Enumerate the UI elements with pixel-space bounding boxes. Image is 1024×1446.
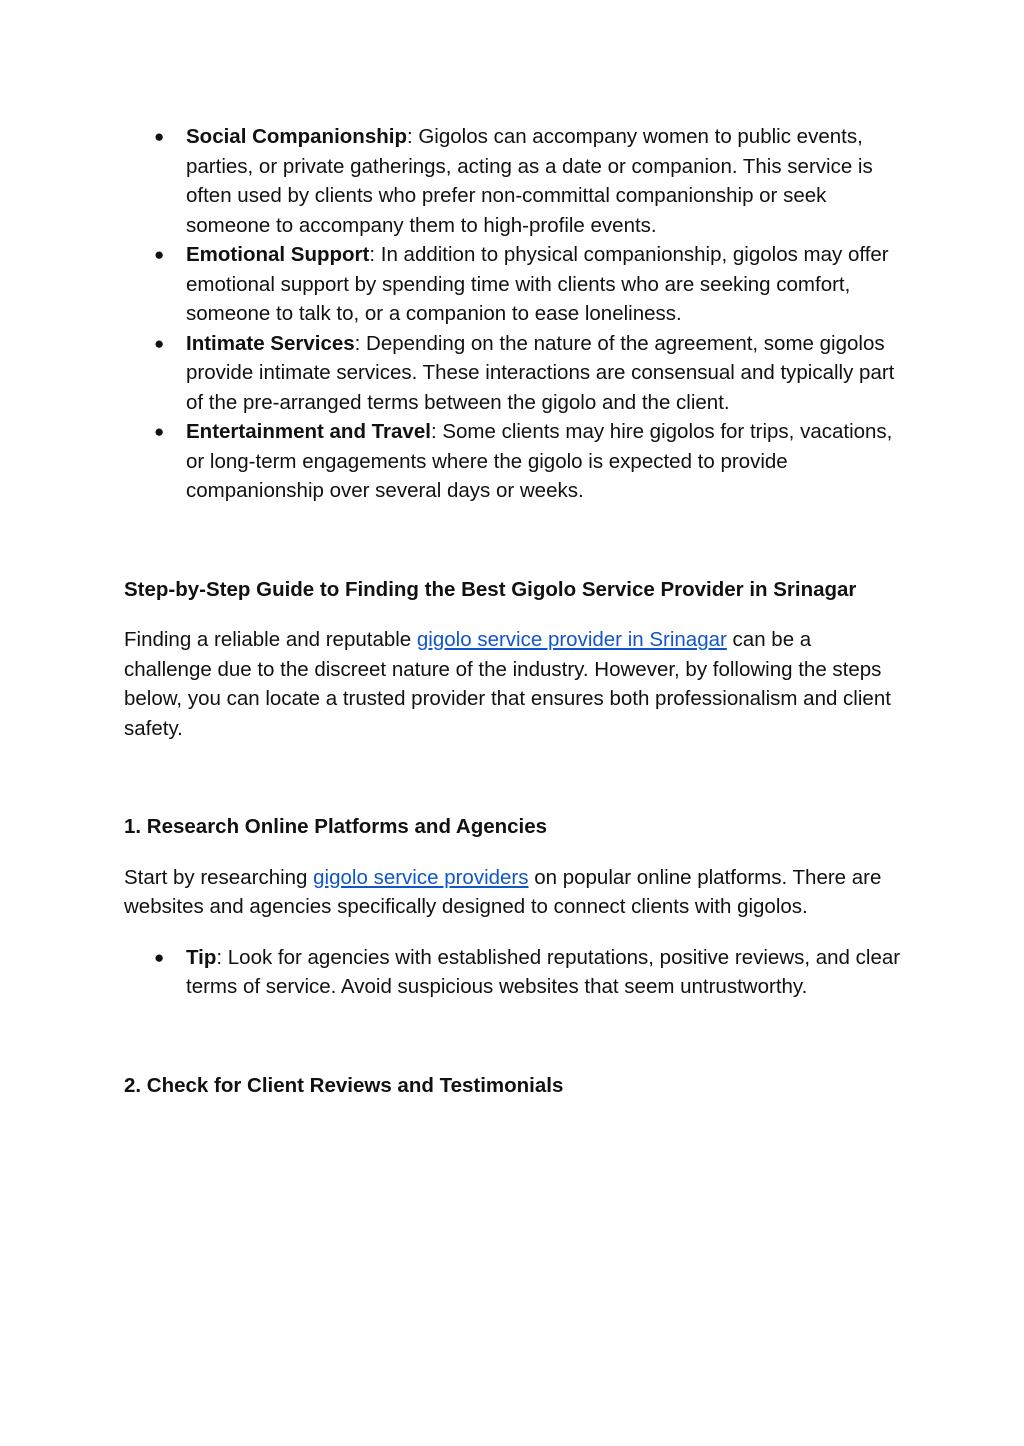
gigolo-provider-srinagar-link[interactable]: gigolo service provider in Srinagar [416,628,727,651]
list-item [124,122,904,240]
guide-intro-text: Finding a reliable and reputable [124,628,417,651]
guide-intro-paragraph [124,625,904,743]
list-item [124,943,904,1002]
tip-term: Tip [186,945,217,969]
list-item-term: Emotional Support [186,243,370,266]
bullet-icon: ● [154,127,165,146]
list-item-term: Entertainment and Travel [186,420,431,443]
bullet-icon: ● [154,245,165,264]
service-types-list [124,122,904,506]
bullet-icon: ● [154,333,165,353]
list-item-term: Social Companionship [186,125,407,148]
list-item-text: : In addition to physical companionship, gigolos may offer emotional support by spending time with clients who are seeking comfort, someone to talk to, or a companion to ease loneliness. [186,243,889,325]
gigolo-providers-link[interactable]: gigolo service providers [313,865,529,889]
bullet-icon: ● [154,947,165,967]
step2-heading: 2. Check for Client Reviews and Testimonials [124,1073,564,1097]
guide-intro-text-end: can be a challenge due to the discreet nature of the industry. However, by following the steps below, you can locate a trusted provider that ensures both professionalism and client safety. [124,628,891,740]
guide-heading: Step-by-Step Guide to Finding the Best Gigolo Service Provider in Srinagar [124,577,857,601]
list-item [124,417,904,506]
document-page [124,122,904,1100]
bullet-icon: ● [154,422,165,441]
list-item-text: : Depending on the nature of the agreement, some gigolos provide intimate services. These interactions are consensual and typically part of the pre-arranged terms between the gigolo and the client. [186,331,895,414]
step1-text: Start by researching [124,865,314,889]
list-item [124,240,904,329]
step1-heading: 1. Research Online Platforms and Agencies [124,815,548,838]
tip-list [124,943,904,1002]
list-item-term: Intimate Services [186,331,355,355]
list-item-text: : Gigolos can accompany women to public events, parties, or private gatherings, acting as a date or companion. This service is often used by clients who prefer non-committal companionship or seek someone to accompany them to high-profile events. [186,125,873,237]
step1-text-end: on popular online platforms. There are websites and agencies specifically designed to connect clients with gigolos. [124,865,882,918]
step1-paragraph [124,863,904,922]
list-item [124,329,904,418]
list-item-text: : Some clients may hire gigolos for trips, vacations, or long-term engagements where the gigolo is expected to provide companionship over several days or weeks. [186,420,893,502]
tip-text: : Look for agencies with established reputations, positive reviews, and clear terms of service. Avoid suspicious websites that seem untrustworthy. [186,945,901,998]
